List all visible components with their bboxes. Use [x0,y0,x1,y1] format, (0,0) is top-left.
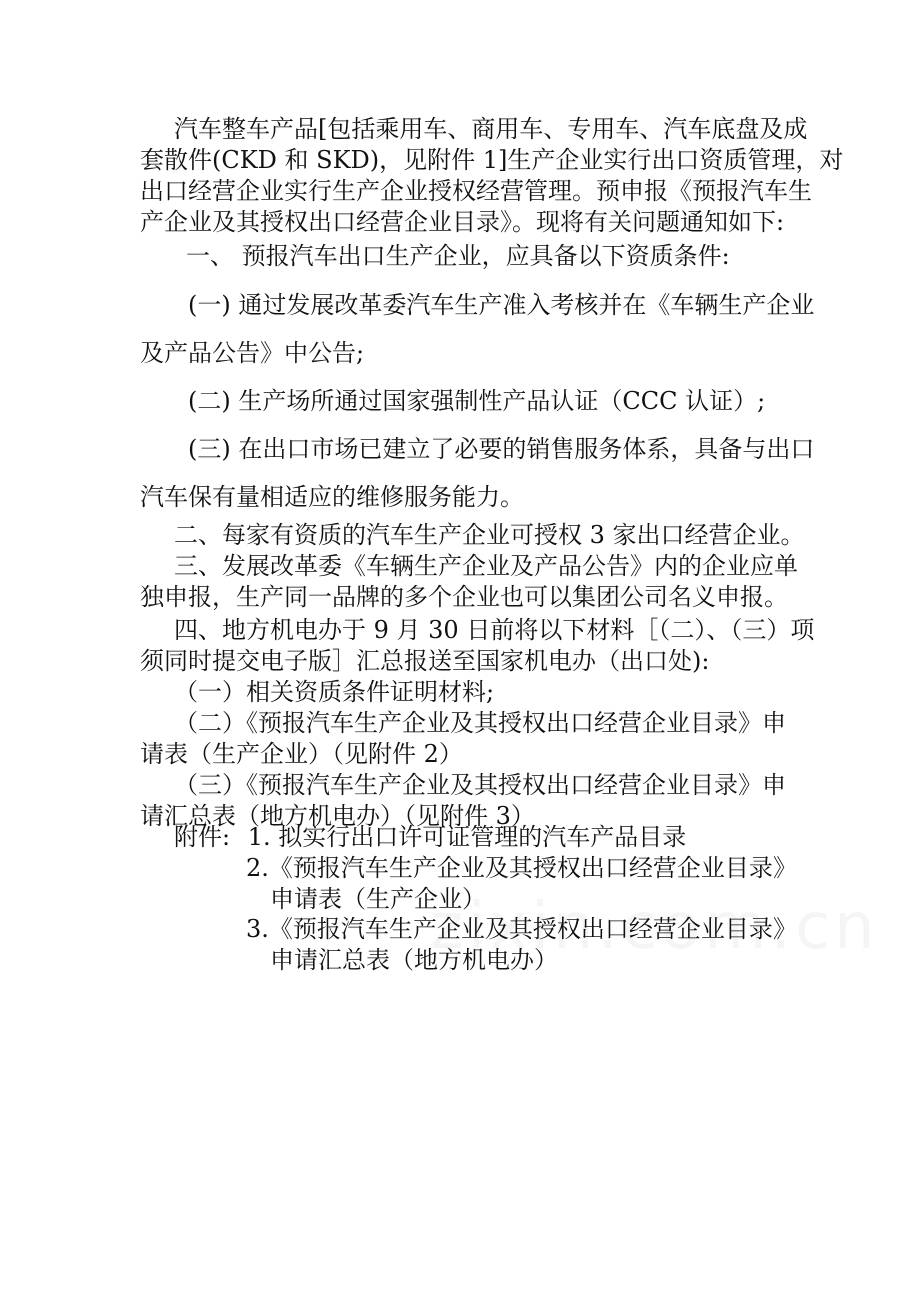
item1-sub1 [140,290,815,321]
item1-heading [140,241,780,272]
item4-sub3-line: 请汇总表（地方机电办）（见附件 3） [140,802,535,830]
item1-heading-text: 一、 预报汽车出口生产企业，应具备以下资质条件: [186,242,730,270]
attachment-3-line: 3.《预报汽车生产企业及其授权出口经营企业目录》 [246,915,797,943]
item4-sub1: （一）相关资质条件证明材料; [174,678,495,706]
item4-paragraph [140,615,815,832]
item4-line: 须同时提交电子版］汇总报送至国家机电办（出口处): [140,647,710,675]
item1-sub3-line: 汽车保有量相适应的维修服务能力。 [140,483,524,511]
attachments-block [174,822,774,853]
item2-line: 二、每家有资质的汽车生产企业可授权 3 家出口经营企业。 [174,521,805,549]
attachment-2-line: 申请表（生产企业） [270,885,486,913]
attachments-label: 附件: [174,823,231,851]
item1-sub3-cont [140,482,780,513]
item4-line: 四、地方机电办于 9 月 30 日前将以下材料［（二）、（三）项 [174,616,815,644]
attachment-3-line: 申请汇总表（地方机电办） [270,946,558,974]
item2-paragraph [140,520,805,551]
attachment-2-line: 2.《预报汽车生产企业及其授权出口经营企业目录》 [246,854,797,882]
attachment-1-text: 1. 拟实行出口许可证管理的汽车产品目录 [247,823,687,851]
intro-paragraph [140,114,844,238]
intro-line: 套散件(CKD 和 SKD)，见附件 1]生产企业实行出口资质管理，对 [140,146,844,174]
attachment-item-1 [174,822,774,853]
item1-sub2 [140,386,780,417]
item1-sub1-line: (一) 通过发展改革委汽车生产准入考核并在《车辆生产企业 [188,291,815,319]
item3-line: 独申报，生产同一品牌的多个企业也可以集团公司名义申报。 [140,583,788,611]
item4-sub3-line: （三）《预报汽车生产企业及其授权出口经营企业目录》申 [174,771,786,799]
item4-sub2-line: 请表（生产企业）（见附件 2） [140,740,463,768]
watermark-logo [430,890,879,964]
intro-line: 汽车整车产品[包括乘用车、商用车、专用车、汽车底盘及成 [174,115,808,143]
intro-line: 出口经营企业实行生产企业授权经营管理。预申报《预报汽车生 [140,177,812,205]
intro-line: 产企业及其授权出口经营企业目录》。现将有关问题通知如下: [140,208,785,236]
item4-sub2-line: （二）《预报汽车生产企业及其授权出口经营企业目录》申 [174,709,786,737]
item1-sub2-line: (二) 生产场所通过国家强制性产品认证（CCC 认证）; [188,387,766,415]
item1-sub3-line: (三) 在出口市场已建立了必要的销售服务体系，具备与出口 [188,435,815,463]
item1-sub1-cont [140,338,780,369]
item1-sub3 [140,434,815,465]
item1-sub1-line: 及产品公告》中公告; [140,339,365,367]
item3-paragraph [140,551,798,613]
item3-line: 三、发展改革委《车辆生产企业及产品公告》内的企业应单 [174,552,798,580]
